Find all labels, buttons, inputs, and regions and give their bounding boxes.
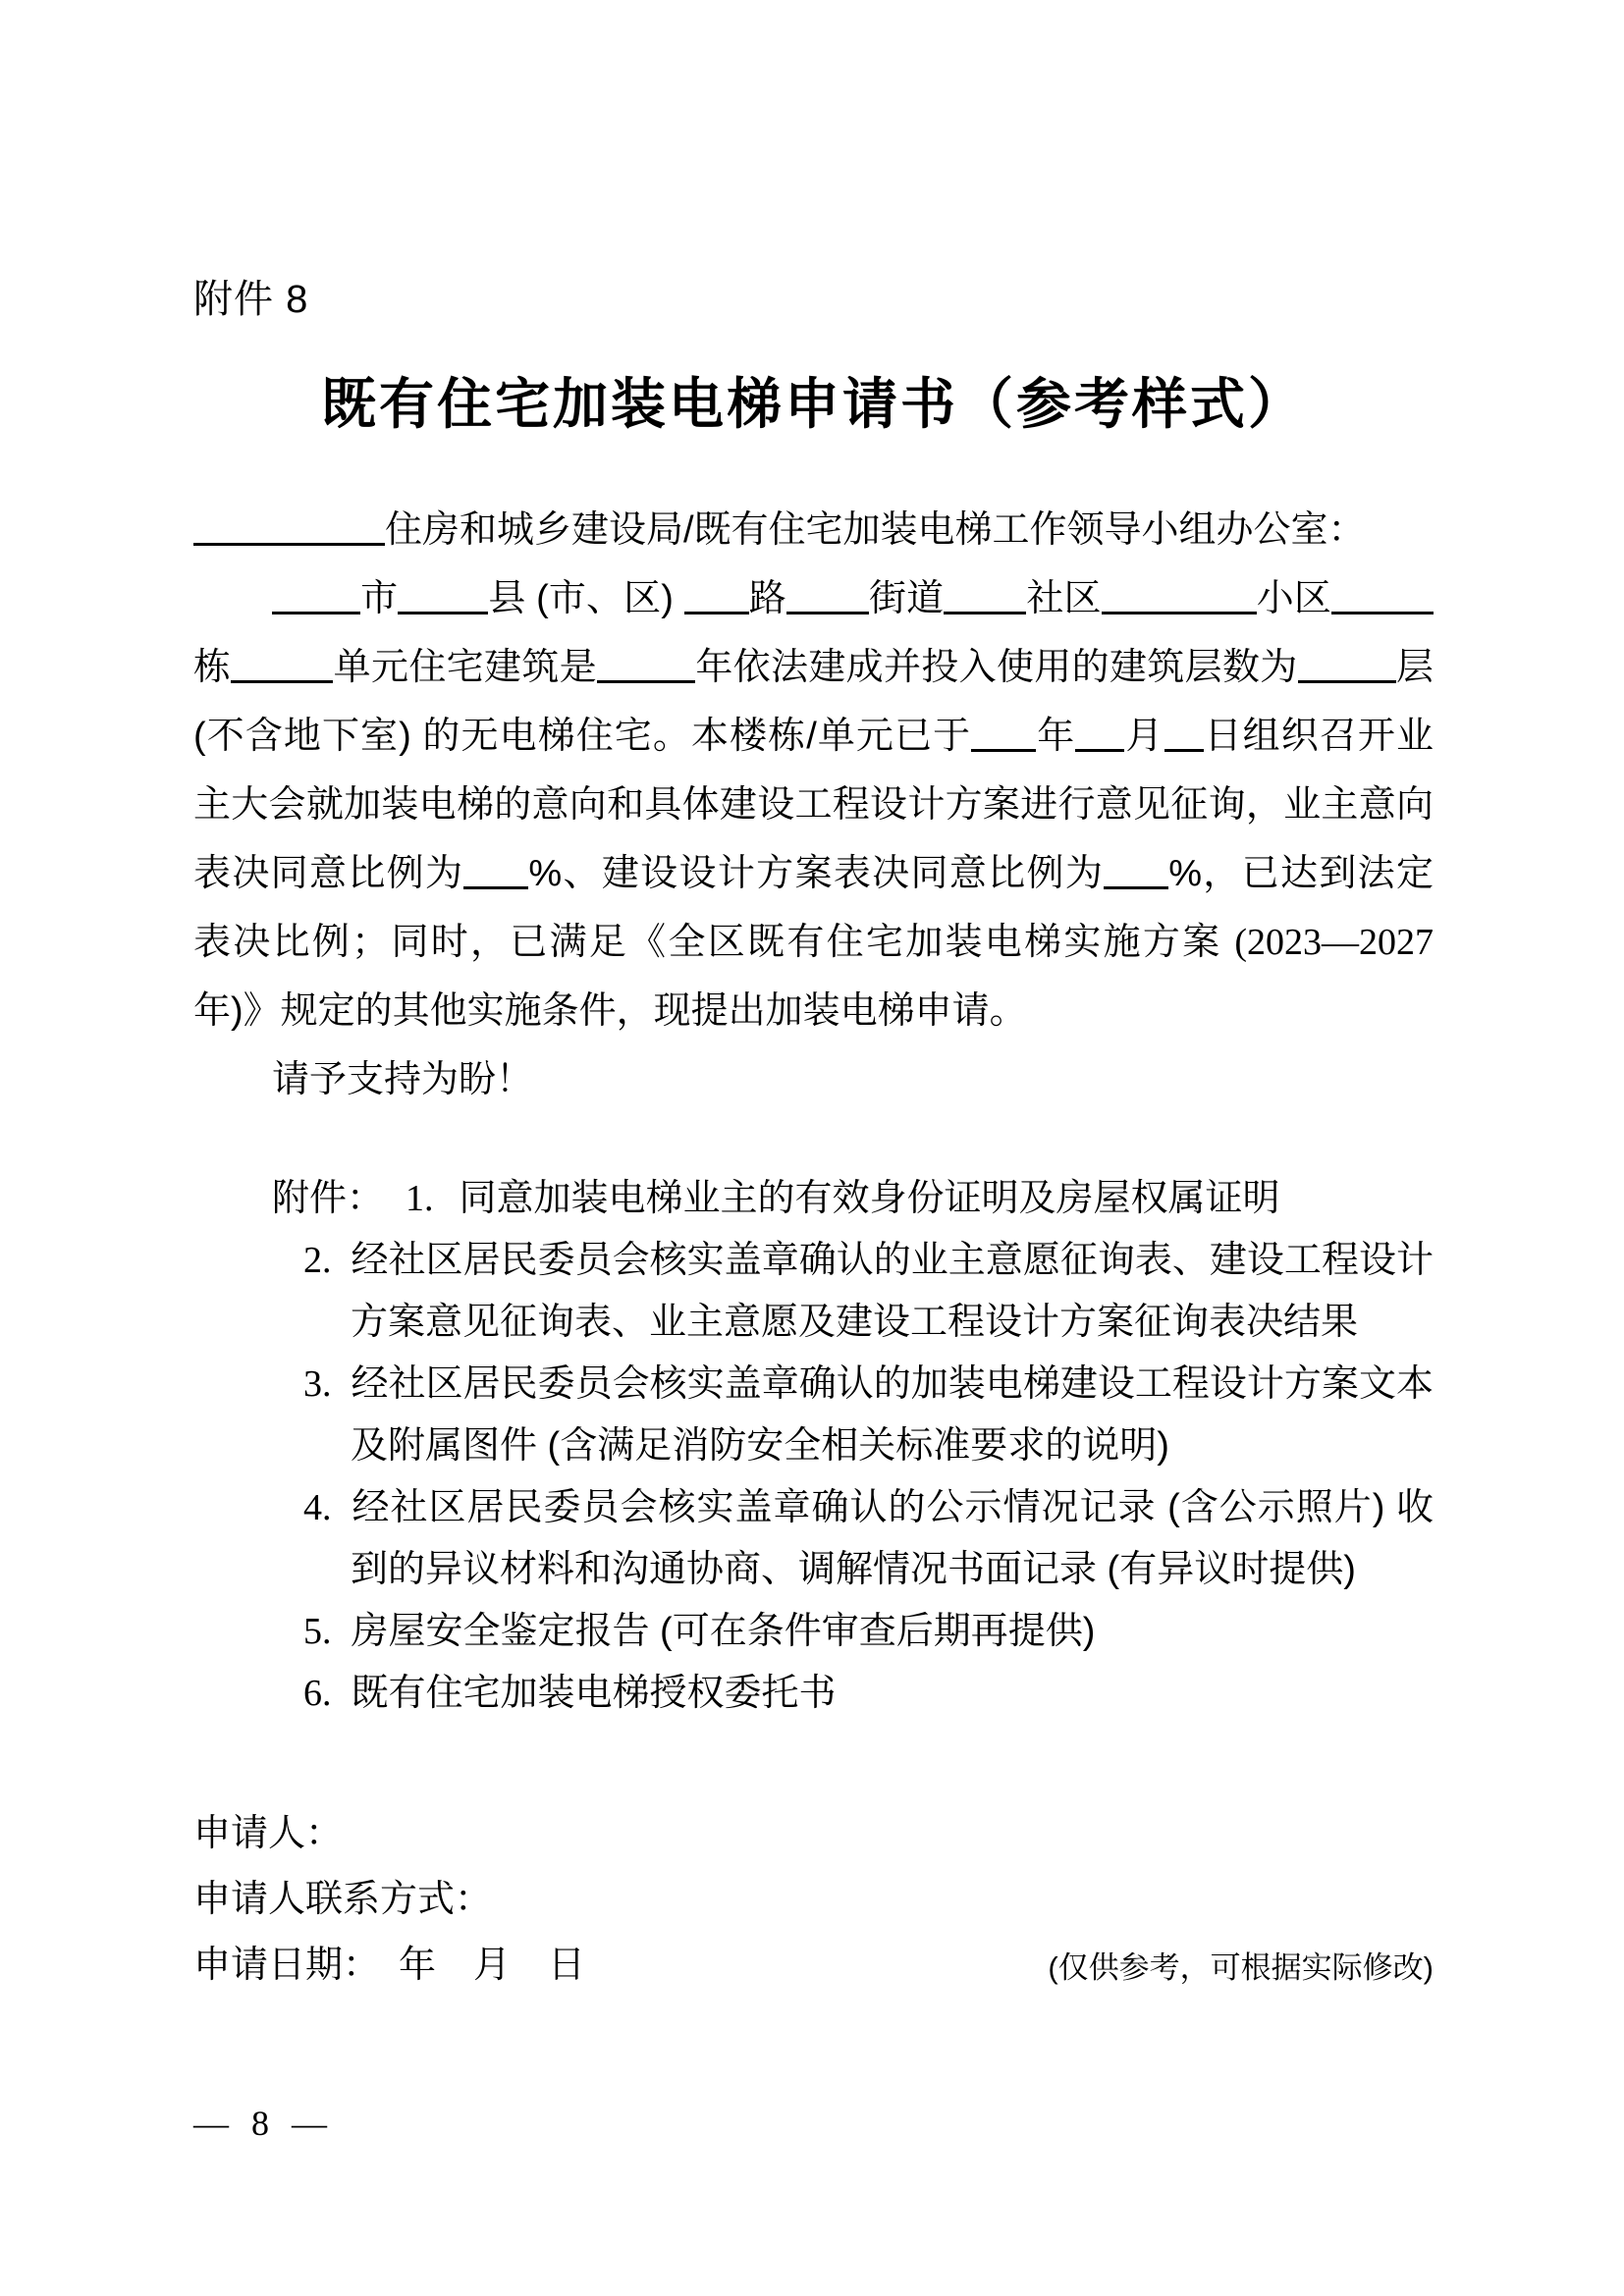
letter-body [193,496,1434,1114]
item-number: 5. [303,1611,332,1652]
blank-field [597,651,695,683]
attachment-item [193,1230,1434,1354]
blank-field [684,582,749,614]
attachment-number-label: 附件 8 [193,278,309,321]
applicant-label: 申请人： [193,1813,344,1854]
item-number: 1. [406,1178,434,1219]
item-number: 6. [303,1673,332,1714]
item-number: 4. [303,1487,332,1528]
blank-field [1164,720,1204,752]
page-number-footer: — 8 — [193,2104,334,2143]
attachment-list [193,1168,1434,1725]
blank-field [398,582,488,614]
blank-field [231,651,333,683]
attachment-item [193,1663,1434,1725]
attachment-item [193,1477,1434,1601]
blank-field [1102,582,1257,614]
attachment-item [193,1168,1434,1230]
text-run: 街道 [868,578,945,619]
text-run: 年 [1036,716,1076,757]
contact-label: 申请人联系方式： [193,1879,493,1920]
text-run: 请予支持为盼！ [272,1059,534,1100]
blank-field [193,513,385,546]
salutation-paragraph [193,496,1434,564]
item-text: 同意加装电梯业主的有效身份证明及房屋权属证明 [459,1178,1280,1219]
item-text: 经社区居民委员会核实盖章确认的业主意愿征询表、建设工程设计方案意见征询表、业主意愿及建设工程设计方案征询表决结果 [351,1240,1434,1343]
item-text: 既有住宅加装电梯授权委托书 [351,1673,837,1714]
blank-field [971,720,1036,752]
text-run: %，已达到法定表决比例；同时，已满足《全区既有住宅加装电梯实施方案 [193,853,1434,963]
blank-field [1331,582,1434,614]
text-run: 单元住宅建筑是 [333,647,597,688]
date-line: 申请日期： 年 月 日 [193,1945,586,1986]
text-run: 年)》规定的其他实施条件，现提出加装电梯申请。 [193,990,1027,1032]
attachment-list-label: 附件： [272,1178,385,1219]
text-run: 年依法建成并投入使用的建筑层数为 [695,647,1298,688]
item-number: 3. [303,1363,332,1405]
item-text: 经社区居民委员会核实盖章确认的公示情况记录 (含公示照片) 收到的异议材料和沟通协商、调解情况书面记录 (有异议时提供) [351,1487,1434,1590]
text-run: 层 (不含地下室) 的无电梯住宅。本楼栋/单元已于 [193,647,1434,757]
document-title: 既有住宅加装电梯申请书（参考样式） [321,373,1306,435]
blank-field [944,582,1026,614]
blank-field [463,857,528,889]
attachment-item [193,1601,1434,1663]
text-run: (2023—2027 [1234,922,1434,963]
text-run: 日组织召开业主大会就加装电梯的意向和具体建设工程设计方案进行意见征询，业主意向表决同意比例为 [193,716,1434,894]
text-run: 路 [748,578,786,619]
blank-field [1104,857,1168,889]
text-run: 县 (市、区) [488,578,684,619]
item-number: 2. [303,1240,332,1281]
blank-field [1075,720,1124,752]
text-run: 栋 [193,647,232,688]
attachment-item [193,1354,1434,1477]
blank-field [272,582,360,614]
item-text: 房屋安全鉴定报告 (可在条件审查后期再提供) [351,1611,1096,1652]
support-paragraph [193,1045,1434,1114]
text-run: 住房和城乡建设局/既有住宅加装电梯工作领导小组办公室： [385,509,1366,551]
text-run: 月 [1124,716,1164,757]
item-text: 经社区居民委员会核实盖章确认的加装电梯建设工程设计方案文本及附属图件 (含满足消防安全相关标准要求的说明) [351,1363,1434,1467]
text-run: 社区 [1026,578,1102,619]
text-run: 市 [360,578,399,619]
blank-field [1298,651,1396,683]
text-run: 小区 [1256,578,1331,619]
body-paragraph [193,564,1434,1045]
reference-note: (仅供参考，可根据实际修改) [1048,1950,1434,1985]
text-run: %、建设设计方案表决同意比例为 [528,853,1105,894]
blank-field [786,582,869,614]
